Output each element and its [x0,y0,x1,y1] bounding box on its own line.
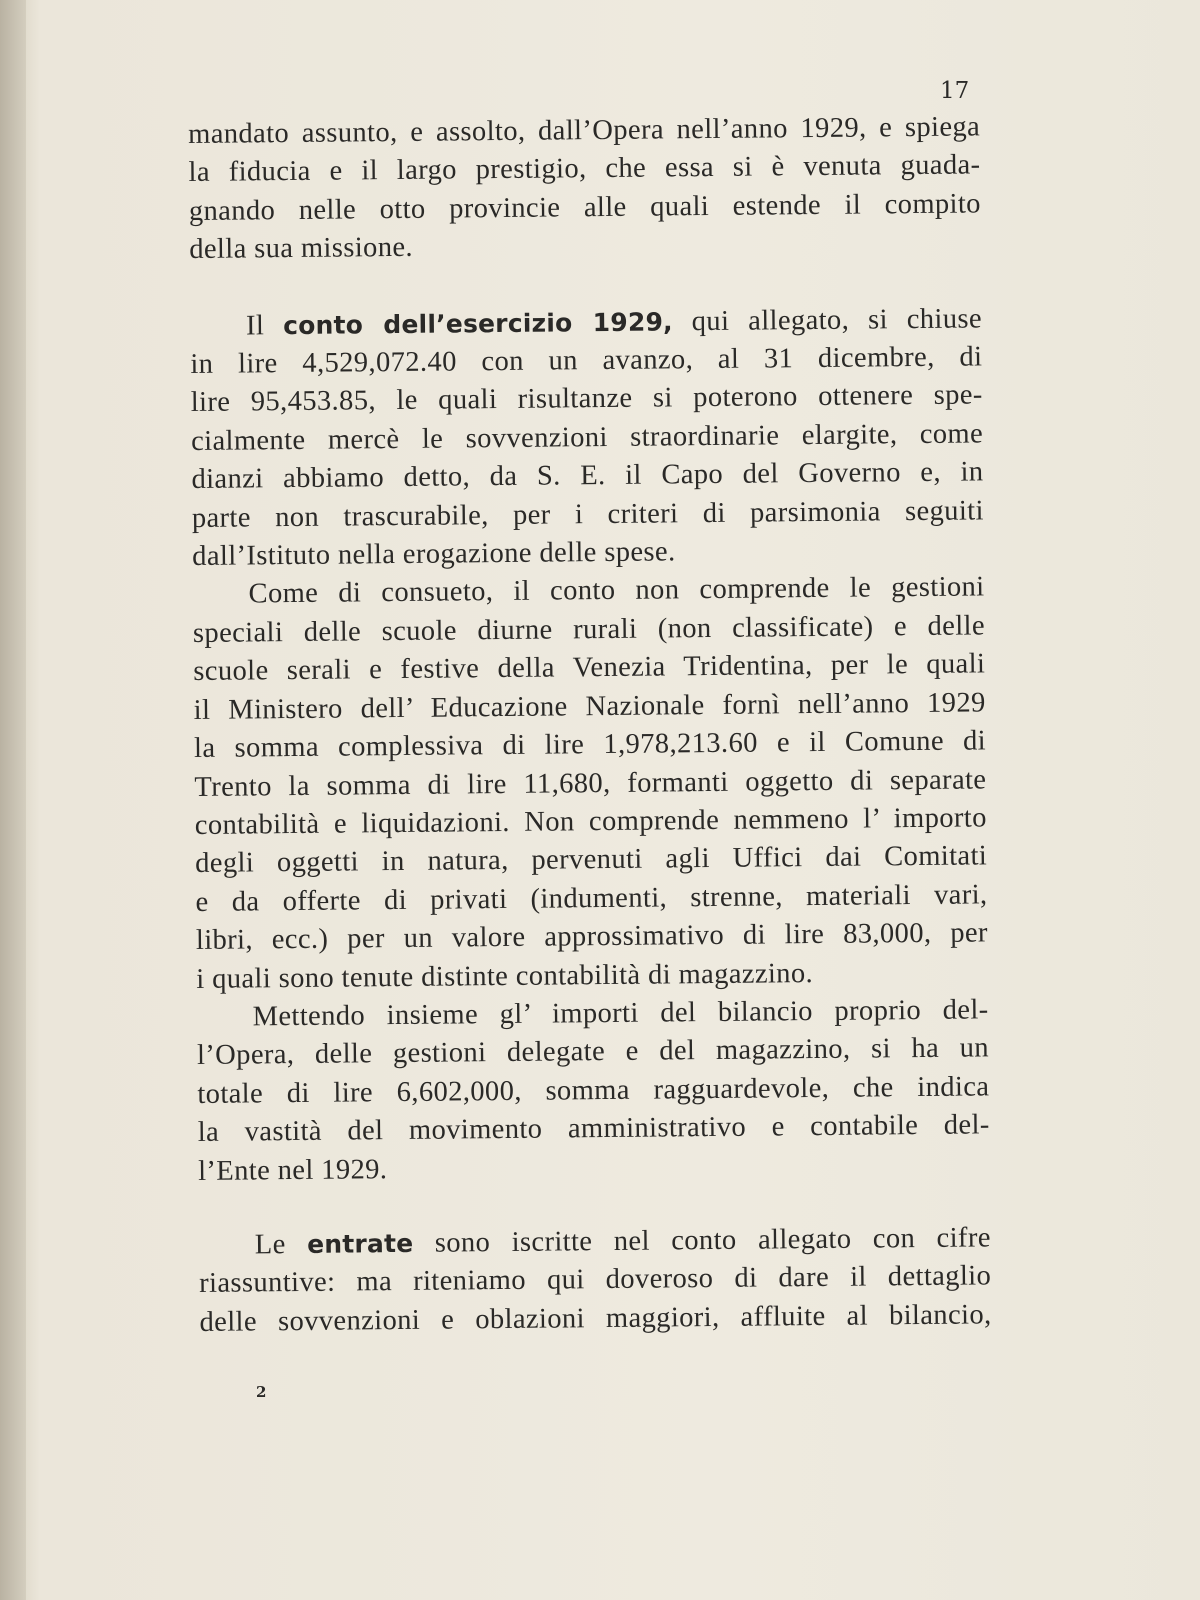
text-line: i quali sono tenute distinte contabilità di magazzino. [196,957,814,995]
text-line: riassuntive: ma riteniamo qui doveroso di dare il dettaglio [199,1260,992,1300]
text-fragment: Le [254,1228,308,1261]
text-fragment: qui allegato, si chiuse [672,303,983,337]
text-line: in lire 4,529,072.40 con un avanzo, al 31 dicembre, di [190,341,983,381]
paragraph-4 [196,991,990,1191]
text-line: dianzi abbiamo detto, da S. E. il Capo del Governo e, in [191,456,984,496]
page-number: 17 [940,78,970,104]
paragraph-1 [188,108,981,269]
text-line: la fiducia e il largo prestigio, che essa si è venuta guada- [188,149,981,189]
text-line: contabilità e liquidazioni. Non comprende nemmeno l’ importo [194,802,987,841]
text-line: parte non trascurabile, per i criteri di parsimonia seguiti [191,495,984,534]
bold-heading-term: entrate [306,1228,414,1259]
signature-mark: 2 [256,1383,267,1401]
text-line: l’Opera, delle gestioni delegate e del magazzino, si ha un [196,1032,990,1072]
bold-heading-term: conto dell’esercizio 1929, [282,306,673,340]
text-line: lire 95,453.85, le quali risultanze si poterono ottenere spe- [190,379,983,419]
text-line: la somma complessiva di lire 1,978,213.60 e il Comune di [193,725,987,765]
text-line: dall’Istituto nella erogazione delle spese. [192,536,676,573]
text-line: degli oggetti in natura, pervenuti agli Uffici dai Comitati [195,840,988,880]
body-text [188,108,992,1342]
paragraph-3 [192,569,988,999]
paragraph-2 [190,300,985,576]
text-line: speciali delle scuole diurne rurali (non classificate) e delle [192,610,986,649]
text-line: totale di lire 6,602,000, somma ragguardevole, che indica [197,1071,990,1110]
text-line: libri, ecc.) per un valore approssimativo di lire 83,000, per [195,917,989,957]
text-line: delle sovvenzioni e oblazioni maggiori, affluite al bilancio, [199,1299,992,1338]
text-line: gnando nelle otto provincie alle quali estende il compito [188,188,982,227]
text-line: la vastità del movimento amministrativo e contabile del- [197,1109,990,1149]
book-gutter [0,0,26,1600]
text-line: il Ministero dell’ Educazione Nazionale fornì nell’anno 1929 [193,687,986,726]
text-line: della sua missione. [189,232,414,266]
text-fragment: sono iscritte nel conto allegato con cifre [413,1222,991,1259]
text-line: Mettendo insieme gl’ importi del bilancio proprio del- [252,994,989,1033]
text-line: e da offerte di privati (indumenti, strenne, materiali vari, [195,879,988,918]
text-line: scuole serali e festive della Venezia Tridentina, per le quali [193,648,986,688]
text-line: Come di consueto, il conto non comprende le gestioni [248,571,985,610]
text-line: l’Ente nel 1929. [197,1153,388,1187]
text-fragment: Il [245,309,284,342]
text-line: Trento la somma di lire 11,680, formanti oggetto di separate [194,763,987,803]
paragraph-5 [199,1219,992,1342]
text-line: cialmente mercè le sovvenzioni straordinarie elargite, come [190,418,984,457]
text-line: mandato assunto, e assolto, dall’Opera nell’anno 1929, e spiega [188,111,981,150]
